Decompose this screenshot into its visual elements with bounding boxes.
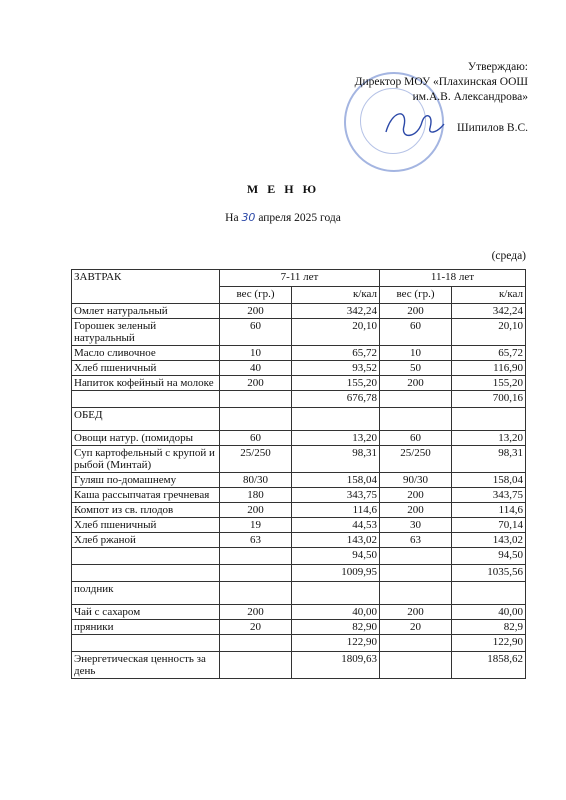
total-kcal-7-11: 94,50 <box>292 548 380 565</box>
menu-item-row <box>72 376 526 391</box>
menu-item-row <box>72 304 526 319</box>
kcal-11-18: 158,04 <box>452 473 526 488</box>
dish-name: Суп картофельный с крупой и рыбой (Минтай) <box>72 446 220 473</box>
total-kcal-11-18: 94,50 <box>452 548 526 565</box>
weight-11-18: 50 <box>380 361 452 376</box>
weight-11-18: 30 <box>380 518 452 533</box>
total-kcal-11-18: 1035,56 <box>452 565 526 582</box>
weight-11-18: 60 <box>380 319 452 346</box>
kcal-7-11: 143,02 <box>292 533 380 548</box>
dish-name: Масло сливочное <box>72 346 220 361</box>
lunch-total-row <box>72 565 526 582</box>
weight-11-18: 200 <box>380 376 452 391</box>
kcal-header: к/кал <box>292 287 380 304</box>
menu-item-row <box>72 518 526 533</box>
age-group-11-18: 11-18 лет <box>380 270 526 287</box>
energy-label: Энергетическая ценность за день <box>72 652 220 679</box>
kcal-7-11: 65,72 <box>292 346 380 361</box>
weight-11-18: 90/30 <box>380 473 452 488</box>
weight-11-18: 25/250 <box>380 446 452 473</box>
menu-item-row <box>72 605 526 620</box>
menu-table <box>71 269 526 679</box>
dish-name: Гуляш по-домашнему <box>72 473 220 488</box>
weight-7-11: 80/30 <box>220 473 292 488</box>
menu-item-row <box>72 431 526 446</box>
weight-11-18: 200 <box>380 488 452 503</box>
date-day: 30 <box>241 211 256 224</box>
weight-header: вес (гр.) <box>220 287 292 304</box>
empty-cell <box>220 582 292 605</box>
kcal-11-18: 342,24 <box>452 304 526 319</box>
menu-date <box>0 211 566 224</box>
kcal-11-18: 116,90 <box>452 361 526 376</box>
empty-cell <box>292 408 380 431</box>
weight-7-11: 60 <box>220 431 292 446</box>
kcal-7-11: 20,10 <box>292 319 380 346</box>
kcal-11-18: 40,00 <box>452 605 526 620</box>
approval-line-1: Утверждаю: <box>467 61 528 73</box>
weight-11-18: 60 <box>380 431 452 446</box>
kcal-7-11: 155,20 <box>292 376 380 391</box>
breakfast-total-row <box>72 391 526 408</box>
lunch-section <box>72 408 526 431</box>
kcal-11-18: 82,9 <box>452 620 526 635</box>
snack-section-label: полдник <box>72 582 220 605</box>
kcal-7-11: 82,90 <box>292 620 380 635</box>
date-prefix: На <box>225 212 239 224</box>
kcal-7-11: 40,00 <box>292 605 380 620</box>
empty-cell <box>220 635 292 652</box>
menu-item-row <box>72 620 526 635</box>
empty-cell <box>72 565 220 582</box>
weight-11-18: 200 <box>380 304 452 319</box>
energy-row <box>72 652 526 679</box>
empty-cell <box>380 635 452 652</box>
total-kcal-7-11: 1009,95 <box>292 565 380 582</box>
energy-kcal-7-11: 1809,63 <box>292 652 380 679</box>
approval-signer: Шипилов В.С. <box>457 122 528 134</box>
menu-item-row <box>72 503 526 518</box>
weight-7-11: 200 <box>220 503 292 518</box>
dish-name: Овощи натур. (помидоры <box>72 431 220 446</box>
empty-cell <box>380 391 452 408</box>
kcal-11-18: 65,72 <box>452 346 526 361</box>
weight-11-18: 63 <box>380 533 452 548</box>
empty-cell <box>380 408 452 431</box>
kcal-7-11: 343,75 <box>292 488 380 503</box>
kcal-7-11: 114,6 <box>292 503 380 518</box>
kcal-7-11: 13,20 <box>292 431 380 446</box>
empty-cell <box>292 582 380 605</box>
dish-name: Горошек зеленый натуральный <box>72 319 220 346</box>
empty-cell <box>380 565 452 582</box>
empty-cell <box>220 408 292 431</box>
dish-name: Каша рассыпчатая гречневая <box>72 488 220 503</box>
lunch-section-label: ОБЕД <box>72 408 220 431</box>
weight-7-11: 200 <box>220 376 292 391</box>
kcal-11-18: 98,31 <box>452 446 526 473</box>
weight-7-11: 40 <box>220 361 292 376</box>
dish-name: Напиток кофейный на молоке <box>72 376 220 391</box>
weight-7-11: 60 <box>220 319 292 346</box>
empty-cell <box>380 548 452 565</box>
empty-cell <box>72 391 220 408</box>
empty-cell <box>380 582 452 605</box>
dish-name: Компот из св. плодов <box>72 503 220 518</box>
approval-block <box>355 60 528 136</box>
snack-section <box>72 582 526 605</box>
menu-item-row <box>72 488 526 503</box>
empty-cell <box>452 408 526 431</box>
kcal-11-18: 13,20 <box>452 431 526 446</box>
table-header-row <box>72 270 526 287</box>
weight-7-11: 25/250 <box>220 446 292 473</box>
kcal-11-18: 70,14 <box>452 518 526 533</box>
weight-7-11: 200 <box>220 304 292 319</box>
empty-cell <box>72 548 220 565</box>
dish-name: Чай с сахаром <box>72 605 220 620</box>
weekday-label: (среда) <box>491 250 526 262</box>
total-kcal-7-11: 676,78 <box>292 391 380 408</box>
menu-item-row <box>72 346 526 361</box>
total-kcal-11-18: 122,90 <box>452 635 526 652</box>
kcal-7-11: 44,53 <box>292 518 380 533</box>
lunch-subtotal-row <box>72 548 526 565</box>
total-kcal-11-18: 700,16 <box>452 391 526 408</box>
breakfast-header: ЗАВТРАК <box>72 270 220 304</box>
kcal-11-18: 20,10 <box>452 319 526 346</box>
empty-cell <box>380 652 452 679</box>
dish-name: Хлеб ржаной <box>72 533 220 548</box>
approval-line-2: Директор МОУ «Плахинская ООШ <box>354 76 528 88</box>
menu-item-row <box>72 319 526 346</box>
kcal-11-18: 155,20 <box>452 376 526 391</box>
total-kcal-7-11: 122,90 <box>292 635 380 652</box>
weight-header: вес (гр.) <box>380 287 452 304</box>
weight-11-18: 10 <box>380 346 452 361</box>
weight-7-11: 180 <box>220 488 292 503</box>
kcal-header: к/кал <box>452 287 526 304</box>
empty-cell <box>220 391 292 408</box>
menu-item-row <box>72 446 526 473</box>
weight-11-18: 20 <box>380 620 452 635</box>
weight-7-11: 20 <box>220 620 292 635</box>
kcal-7-11: 98,31 <box>292 446 380 473</box>
kcal-7-11: 158,04 <box>292 473 380 488</box>
kcal-11-18: 114,6 <box>452 503 526 518</box>
empty-cell <box>72 635 220 652</box>
energy-kcal-11-18: 1858,62 <box>452 652 526 679</box>
approval-line-3: им.А.В. Александрова» <box>412 91 528 103</box>
dish-name: Омлет натуральный <box>72 304 220 319</box>
kcal-11-18: 343,75 <box>452 488 526 503</box>
weight-11-18: 200 <box>380 503 452 518</box>
date-suffix: апреля 2025 года <box>258 212 341 224</box>
menu-item-row <box>72 533 526 548</box>
weight-11-18: 200 <box>380 605 452 620</box>
snack-total-row <box>72 635 526 652</box>
empty-cell <box>220 652 292 679</box>
menu-item-row <box>72 473 526 488</box>
kcal-7-11: 93,52 <box>292 361 380 376</box>
weight-7-11: 63 <box>220 533 292 548</box>
kcal-11-18: 143,02 <box>452 533 526 548</box>
kcal-7-11: 342,24 <box>292 304 380 319</box>
weight-7-11: 19 <box>220 518 292 533</box>
age-group-7-11: 7-11 лет <box>220 270 380 287</box>
dish-name: Хлеб пшеничный <box>72 361 220 376</box>
page-title: М Е Н Ю <box>246 182 320 196</box>
dish-name: пряники <box>72 620 220 635</box>
weight-7-11: 10 <box>220 346 292 361</box>
menu-item-row <box>72 361 526 376</box>
empty-cell <box>220 565 292 582</box>
dish-name: Хлеб пшеничный <box>72 518 220 533</box>
weight-7-11: 200 <box>220 605 292 620</box>
empty-cell <box>452 582 526 605</box>
empty-cell <box>220 548 292 565</box>
